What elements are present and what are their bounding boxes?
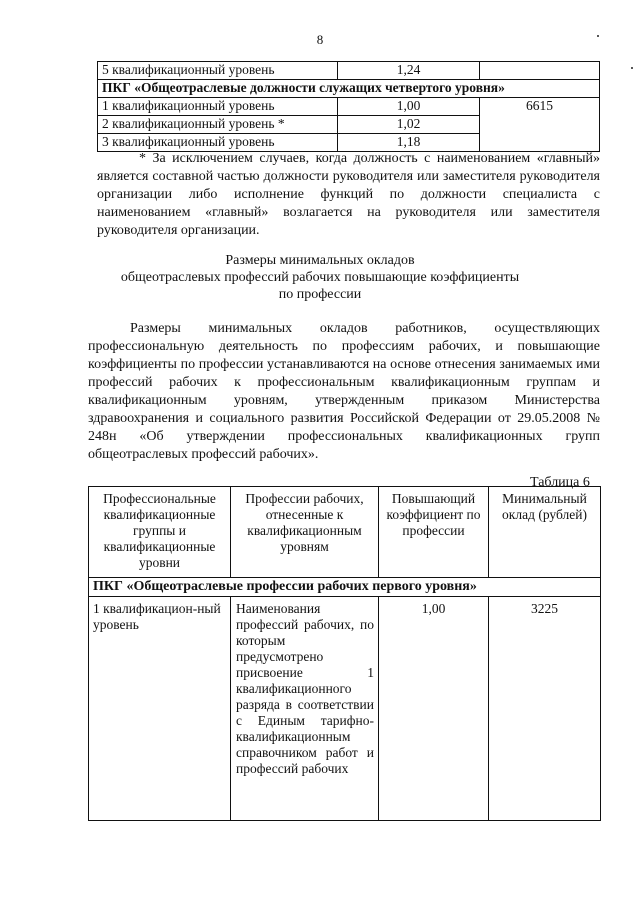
table-row: [98, 62, 600, 80]
level-label: 1 квалификационный уровень: [98, 98, 338, 116]
level-label: 1 квалификацион-ный уровень: [89, 597, 231, 821]
section-heading-line3: по профессии: [278, 287, 362, 302]
header-groups-levels: Профессиональные квалификационные группы и квалификационные уровни: [89, 487, 231, 578]
table-row: [89, 578, 601, 597]
table-row: [89, 597, 601, 821]
salary-value: [480, 62, 600, 80]
section-heading-line2: общеотраслевых профессий рабочих повышающие коэффициенты: [120, 270, 520, 285]
scan-speck: [631, 67, 633, 69]
table-caption: Таблица 6: [530, 475, 590, 490]
coefficient-value: 1,00: [379, 597, 489, 821]
coefficient-value: 1,18: [338, 134, 480, 152]
table-header-row: [89, 487, 601, 578]
table-row: [98, 80, 600, 98]
professions-description: Наименования профессий рабочих, по которым предусмотрено присвоение 1 квалификационного разряда в соответствии с Единым тарифно-квалификационным справочником работ и профессий рабочих: [231, 597, 379, 821]
group-header: ПКГ «Общеотраслевые должности служащих четвертого уровня»: [98, 80, 600, 98]
coefficients-table-continued: [97, 61, 600, 152]
footnote: * За исключением случаев, когда должность с наименованием «главный» является составной частью должности руководителя или заместителя руководителя организации либо исполнение функций по должности специалиста с наименованием «главный» возлагается на руководителя или заместителя руководителя организации.: [97, 151, 600, 238]
group-header: ПКГ «Общеотраслевые профессии рабочих первого уровня»: [89, 578, 601, 597]
coefficient-value: 1,02: [338, 116, 480, 134]
level-label: 5 квалификационный уровень: [98, 62, 338, 80]
level-label: 3 квалификационный уровень: [98, 134, 338, 152]
page-number: 8: [316, 32, 324, 47]
table-row: [98, 98, 600, 116]
section-heading-line1: Размеры минимальных окладов: [225, 253, 415, 268]
salary-value: 6615: [480, 98, 600, 152]
header-min-salary: Минимальный оклад (рублей): [489, 487, 601, 578]
table-6: [88, 486, 601, 821]
coefficient-value: 1,24: [338, 62, 480, 80]
salary-value: 3225: [489, 597, 601, 821]
coefficient-value: 1,00: [338, 98, 480, 116]
body-paragraph: Размеры минимальных окладов работников, осуществляющих профессиональную деятельность по профессиям рабочих, и повышающие коэффициенты по профессии устанавливаются на основе отнесения занимаемых ими профессий рабочих к профессиональным квалификационным группам и квалификационным уровням, утвержденным приказом Министерства здравоохранения и социального развития Российской Федерации от 29.05.2008 № 248н «Об утверждении профессиональных квалификационных групп общеотраслевых профессий рабочих».: [88, 321, 600, 462]
scan-speck: [597, 35, 599, 37]
header-professions: Профессии рабочих, отнесенные к квалификационным уровням: [231, 487, 379, 578]
level-label: 2 квалификационный уровень *: [98, 116, 338, 134]
header-coefficient: Повышающий коэффициент по профессии: [379, 487, 489, 578]
